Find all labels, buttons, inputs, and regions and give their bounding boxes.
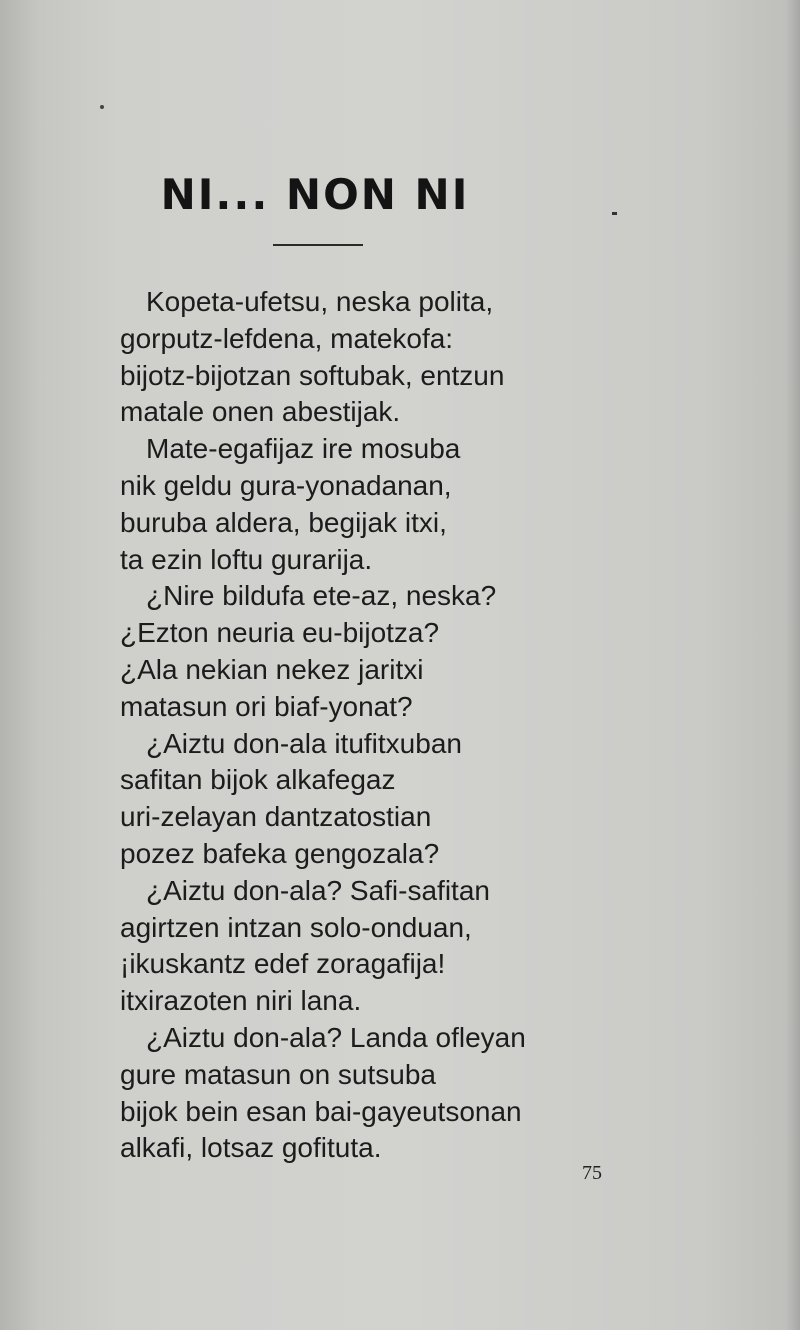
verse-line: ¡ikuskantz edef zoragafija! bbox=[120, 948, 446, 980]
verse-line: agirtzen intzan solo-onduan, bbox=[120, 911, 472, 943]
verse-line: safitan bijok alkafegaz bbox=[120, 764, 396, 796]
poem-title: NI... NON NI bbox=[160, 170, 470, 219]
stanza bbox=[120, 726, 680, 873]
verse-line: gorputz-lefdena, matekofa: bbox=[120, 322, 454, 354]
verse-line: matale onen abestijak. bbox=[120, 396, 401, 428]
verse-line: ta ezin loftu gurarija. bbox=[120, 543, 373, 575]
verse-line: ¿Ala nekian nekez jaritxi bbox=[120, 653, 424, 685]
verse-line: ¿Aiztu don-ala? Safi-safitan bbox=[146, 874, 490, 906]
stanza bbox=[120, 431, 680, 578]
verse-line: ¿Aiztu don-ala itufitxuban bbox=[146, 727, 462, 759]
verse-line: matasun ori biaf-yonat? bbox=[120, 690, 413, 722]
verse-line: itxirazoten niri lana. bbox=[120, 985, 362, 1017]
stanza bbox=[120, 1020, 680, 1167]
stanza bbox=[120, 284, 680, 431]
verse-line: buruba aldera, begijak itxi, bbox=[120, 506, 447, 538]
verse-line: gure matasun on sutsuba bbox=[120, 1058, 436, 1090]
verse-line: ¿Nire bildufa ete-az, neska? bbox=[146, 580, 497, 612]
verse-line: alkafi, lotsaz gofituta. bbox=[120, 1132, 382, 1164]
title-underline bbox=[273, 244, 363, 246]
stanza bbox=[120, 578, 680, 725]
verse-line: bijok bein esan bai-gayeutsonan bbox=[120, 1095, 522, 1127]
verse-line: ¿Ezton neuria eu-bijotza? bbox=[120, 617, 440, 649]
verse-line: pozez bafeka gengozala? bbox=[120, 837, 440, 869]
poem-body bbox=[120, 284, 680, 1167]
verse-line: bijotz-bijotzan softubak, entzun bbox=[120, 359, 505, 391]
page-edge-shadow bbox=[786, 0, 800, 1330]
verse-line: ¿Aiztu don-ala? Landa ofleyan bbox=[146, 1021, 526, 1053]
paper-speck bbox=[100, 105, 104, 109]
verse-line: Kopeta-ufetsu, neska polita, bbox=[146, 286, 494, 317]
verse-line: nik geldu gura-yonadanan, bbox=[120, 469, 452, 501]
verse-line: Mate-egafijaz ire mosuba bbox=[146, 433, 461, 465]
stanza bbox=[120, 873, 680, 1020]
page-number: 75 bbox=[582, 1162, 602, 1184]
verse-line: uri-zelayan dantzatostian bbox=[120, 801, 432, 833]
